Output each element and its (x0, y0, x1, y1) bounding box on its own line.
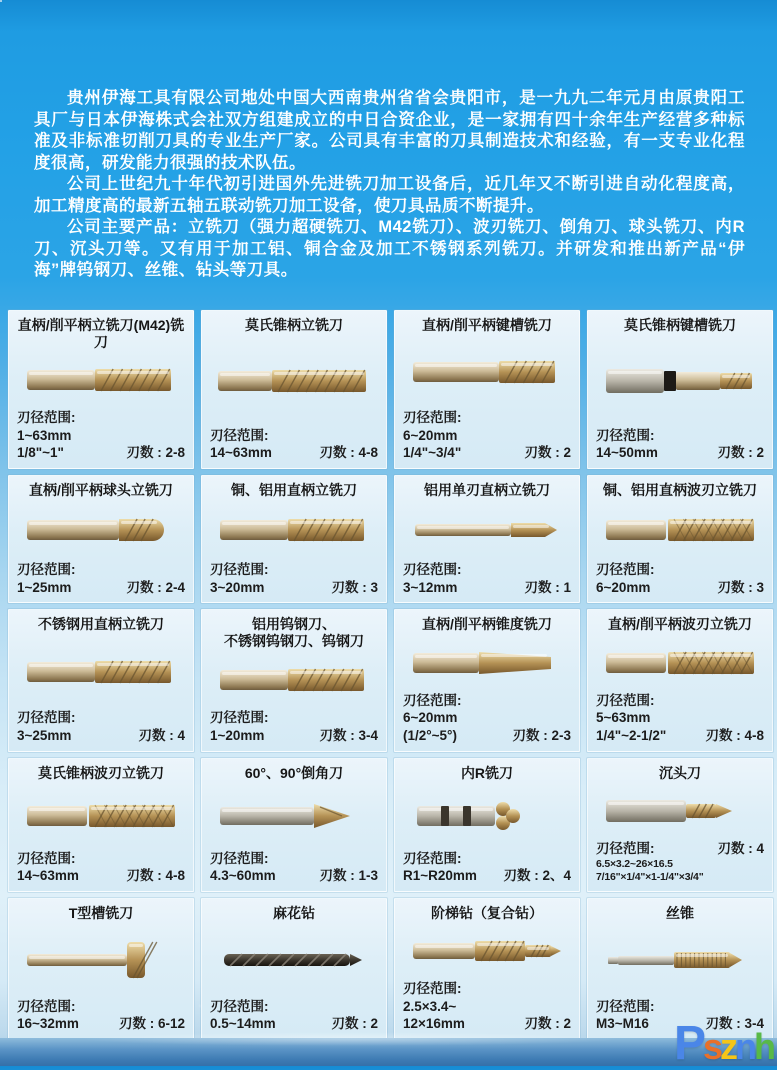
product-photo (594, 634, 766, 692)
spec-range-label-row (403, 980, 571, 998)
spec-range-value-row (17, 867, 185, 885)
product-photo (208, 650, 380, 709)
product-specs (15, 409, 187, 462)
product-photo (594, 782, 766, 840)
spec-text: 刃径范围: (17, 562, 76, 578)
tool-image (401, 787, 573, 845)
spec-range-label-row (17, 561, 185, 579)
spec-range-label-row (210, 709, 378, 727)
spec-text: 刃径范围: (210, 562, 269, 578)
tool-image (208, 501, 380, 559)
psznh-watermark (673, 1017, 773, 1070)
spec-text: (1/2°~5°) (403, 727, 457, 743)
product-card (394, 310, 580, 469)
flute-count: 刃数 : 2 (524, 445, 571, 461)
spec-range-label-row (596, 692, 764, 710)
flute-count: 刃数 : 3-4 (705, 1016, 764, 1032)
product-photo (15, 922, 187, 998)
tool-image (15, 643, 187, 701)
spec-range-label-row (403, 409, 571, 427)
spec-text: 刃径范围: (403, 850, 462, 866)
spec-range-value-row (210, 867, 378, 885)
flute-count: 刃数 : 1 (524, 579, 571, 595)
spec-range-label-row (17, 850, 185, 868)
tool-image (208, 352, 380, 410)
spec-text: 刃径范围: (210, 710, 269, 726)
flute-count: 刃数 : 2 (524, 1016, 571, 1032)
product-specs (208, 561, 380, 596)
product-specs (594, 561, 766, 596)
product-title: 直柄/削平柄球头立铣刀 (29, 481, 173, 498)
spec-text: 0.5~14mm (210, 1016, 276, 1032)
flute-count: 刃数 : 6-12 (118, 1016, 185, 1032)
tool-image (15, 787, 187, 845)
flute-count: 刃数 : 2、4 (503, 868, 571, 884)
spec-text: 刃径范围: (403, 410, 462, 426)
watermark-letter: z (720, 1026, 735, 1067)
product-card (201, 310, 387, 469)
product-specs (594, 692, 766, 745)
product-card (8, 310, 194, 469)
spec-range-label-row (210, 998, 378, 1016)
product-specs (208, 998, 380, 1033)
product-specs (401, 850, 573, 885)
flute-count: 刃数 : 2-8 (126, 445, 185, 461)
spec-range-value-row (17, 579, 185, 597)
product-photo (401, 782, 573, 850)
intro-paragraph-3: 公司主要产品：立铣刀（强力超硬铣刀、M42铣刀）、波刃铣刀、倒角刀、球头铣刀、内R刀、沉头刀等。又有用于加工铝、铜合金及加工不锈钢系列铣刀。并研发和推出新产品“伊海”牌钨钢刀、丝锥、钻头等刀具。 (34, 218, 745, 279)
spec-text: 刃径范围: (403, 562, 462, 578)
tool-image (15, 351, 187, 409)
product-specs (15, 709, 187, 744)
flute-count: 刃数 : 4 (717, 841, 764, 857)
spec-text: 刃径范围: (596, 427, 655, 443)
spec-range-value-row (17, 727, 185, 745)
product-photo (208, 335, 380, 427)
spec-text: 刃径范围: (596, 562, 655, 578)
tool-image (401, 634, 573, 692)
product-title-line2: 不锈钢钨钢刀、钨钢刀 (224, 632, 364, 649)
product-photo (15, 634, 187, 710)
spec-range-value-row (403, 998, 571, 1016)
product-card (8, 898, 194, 1040)
spec-range-label-row (596, 561, 764, 579)
product-specs (208, 427, 380, 462)
product-title: 直柄/削平柄键槽铣刀 (422, 317, 552, 333)
product-card (8, 609, 194, 751)
watermark-letter: P (673, 1017, 703, 1070)
watermark-letter: n (735, 1026, 754, 1067)
spec-range-value-row (596, 709, 764, 727)
flute-count: 刃数 : 3 (717, 579, 764, 595)
spec-range-label-row (210, 850, 378, 868)
product-photo (208, 499, 380, 561)
spec-range-value-row (403, 709, 571, 727)
spec-range-value-row (17, 444, 185, 462)
product-title: 直柄/削平柄波刃立铣刀 (608, 616, 752, 633)
product-title: 铝用钨钢刀、 不锈钢钨钢刀、钨钢刀 (208, 614, 380, 650)
product-title: 60°、90°倒角刀 (244, 764, 344, 781)
flute-count: 刃数 : 4-8 (126, 868, 185, 884)
spec-text: 1/8"~1" (17, 445, 64, 461)
footer-wave-band (0, 1038, 777, 1066)
product-title: 阶梯钻（复合钻） (431, 904, 543, 921)
spec-text: 刃径范围: (596, 998, 655, 1014)
spec-range-value-row (596, 871, 764, 885)
tool-image (594, 501, 766, 559)
flute-count: 刃数 : 2 (331, 1016, 378, 1032)
product-card (394, 898, 580, 1040)
product-photo (15, 499, 187, 561)
product-photo (594, 499, 766, 561)
spec-range-value-row (596, 444, 764, 462)
spec-range-label-row (17, 709, 185, 727)
spec-text: 5~63mm (596, 710, 651, 726)
spec-text: 1/4"~3/4" (403, 445, 462, 461)
flute-count: 刃数 : 2 (717, 445, 764, 461)
flute-count: 刃数 : 3 (331, 579, 378, 595)
product-title: 丝锥 (666, 904, 694, 921)
product-photo (401, 922, 573, 980)
spec-text: 刃径范围: (596, 692, 655, 708)
product-specs (401, 980, 573, 1033)
spec-range-value-row (403, 867, 571, 885)
spec-text: 刃径范围: (17, 998, 76, 1014)
product-specs (594, 427, 766, 462)
spec-range-value-row (17, 1015, 185, 1033)
tool-image (401, 343, 573, 401)
spec-text: 刃径范围: (17, 850, 76, 866)
product-specs (15, 561, 187, 596)
spec-text: 刃径范围: (210, 850, 269, 866)
background-sparkles (0, 0, 2, 2)
product-title: 麻花钻 (273, 904, 315, 921)
product-specs (15, 998, 187, 1033)
spec-range-label-row (596, 427, 764, 445)
spec-range-value-row (17, 427, 185, 445)
spec-text: 1/4"~2-1/2" (596, 727, 667, 743)
tool-image (594, 782, 766, 840)
product-title: 莫氏锥柄立铣刀 (245, 317, 343, 333)
spec-range-label-row (210, 561, 378, 579)
product-photo (208, 782, 380, 850)
product-specs (15, 850, 187, 885)
product-specs (594, 840, 766, 885)
product-title: 莫氏锥柄键槽铣刀 (624, 317, 736, 333)
product-card (394, 475, 580, 604)
product-photo (15, 351, 187, 409)
product-specs (401, 561, 573, 596)
spec-text: 3~12mm (403, 579, 458, 595)
product-card (587, 475, 773, 604)
spec-text: 刃径范围: (596, 841, 655, 857)
product-photo (401, 634, 573, 692)
spec-text: 1~20mm (210, 727, 265, 743)
spec-text: 6~20mm (596, 579, 651, 595)
product-card (8, 475, 194, 604)
spec-text: R1~R20mm (403, 868, 477, 884)
flute-count: 刃数 : 4-8 (705, 727, 764, 743)
product-title: 直柄/削平柄锥度铣刀 (422, 616, 552, 633)
product-card (587, 310, 773, 469)
flute-count: 刃数 : 2-4 (126, 579, 185, 595)
intro-paragraph-1: 贵州伊海工具有限公司地处中国大西南贵州省省会贵阳市，是一九九二年元月由原贵阳工具厂与日本伊海株式会社双方组建成立的中日合资企业，是一家拥有四十余年生产经营多种标准及非标准切削刀具的专业生产厂家。公司具有丰富的刀具制造技术和经验，有一支专业化程度很高，研发能力很强的技术队伍。 (34, 89, 745, 172)
product-title: 莫氏锥柄波刃立铣刀 (38, 764, 164, 781)
flute-count: 刃数 : 4 (138, 727, 185, 743)
tool-image (208, 651, 380, 709)
spec-range-label-row (210, 427, 378, 445)
flute-count: 刃数 : 4-8 (319, 445, 378, 461)
watermark-letter: h (754, 1026, 773, 1067)
product-card (201, 898, 387, 1040)
spec-text: 3~25mm (17, 727, 72, 743)
tool-image (15, 501, 187, 559)
spec-range-value-row (596, 579, 764, 597)
product-specs (401, 692, 573, 745)
spec-range-value-row (403, 579, 571, 597)
spec-text: 6.5×3.2~26×16.5 (596, 857, 673, 870)
product-title: 沉头刀 (659, 764, 701, 781)
spec-text: 12×16mm (403, 1016, 465, 1032)
spec-text: M3~M16 (596, 1016, 649, 1032)
spec-range-label-row (403, 850, 571, 868)
spec-text: 1~25mm (17, 579, 72, 595)
spec-range-value-row (210, 444, 378, 462)
product-card (201, 609, 387, 751)
spec-text: 刃径范围: (403, 692, 462, 708)
spec-text: 7/16"×1/4"×1-1/4"×3/4" (596, 871, 704, 884)
tool-image (401, 922, 573, 980)
spec-text: 刃径范围: (210, 998, 269, 1014)
product-title: 不锈钢用直柄立铣刀 (38, 616, 164, 633)
product-specs (208, 709, 380, 744)
product-grid (8, 310, 769, 1040)
spec-text: 16~32mm (17, 1016, 79, 1032)
tool-image (208, 931, 380, 989)
product-card (587, 609, 773, 751)
spec-range-value-row (403, 444, 571, 462)
product-card (201, 758, 387, 892)
spec-text: 14~50mm (596, 445, 658, 461)
company-intro (34, 88, 745, 282)
spec-text: 刃径范围: (403, 981, 462, 997)
product-title: 铜、铝用直柄立铣刀 (231, 481, 357, 498)
flute-count: 刃数 : 1-3 (319, 868, 378, 884)
product-card (394, 758, 580, 892)
product-title: 铜、铝用直柄波刃立铣刀 (603, 481, 757, 498)
product-photo (594, 922, 766, 998)
product-title: T型槽铣刀 (68, 904, 134, 921)
product-card (394, 609, 580, 751)
spec-text: 刃径范围: (17, 710, 76, 726)
spec-range-label-row (596, 998, 764, 1016)
spec-text: 2.5×3.4~ (403, 998, 457, 1014)
spec-range-label-row (403, 561, 571, 579)
spec-text: 1~63mm (17, 427, 72, 443)
spec-text: 4.3~60mm (210, 868, 276, 884)
tool-image (401, 501, 573, 559)
product-photo (401, 335, 573, 410)
spec-text: 6~20mm (403, 710, 458, 726)
spec-range-value-row (403, 1015, 571, 1033)
spec-text: 6~20mm (403, 427, 458, 443)
spec-text: 刃径范围: (210, 427, 269, 443)
spec-text: 3~20mm (210, 579, 265, 595)
product-photo (208, 922, 380, 998)
spec-range-value-row (210, 579, 378, 597)
product-title: 内R铣刀 (460, 764, 514, 781)
spec-range-label-row (17, 409, 185, 427)
spec-range-label-row (403, 692, 571, 710)
tool-image (594, 931, 766, 989)
product-card (8, 758, 194, 892)
spec-range-value-row (596, 858, 764, 872)
intro-paragraph-2: 公司上世纪九十年代初引进国外先进铣刀加工设备后，近几年又不断引进自动化程度高，加工精度高的最新五轴五联动铣刀加工设备，使刀具品质不断提升。 (34, 175, 745, 215)
watermark-letter: s (702, 1026, 720, 1067)
tool-image (15, 931, 187, 989)
product-specs (208, 850, 380, 885)
product-card (201, 475, 387, 604)
tool-image (594, 634, 766, 692)
product-specs (401, 409, 573, 462)
tool-image (208, 787, 380, 845)
spec-range-value-row (403, 427, 571, 445)
tool-image (594, 352, 766, 410)
product-photo (401, 499, 573, 561)
product-card (587, 758, 773, 892)
spec-range-label-row (596, 840, 764, 858)
spec-text: 刃径范围: (17, 410, 76, 426)
spec-text: 14~63mm (210, 445, 272, 461)
spec-range-label-row (17, 998, 185, 1016)
spec-range-value-row (403, 727, 571, 745)
product-photo (594, 335, 766, 427)
product-photo (15, 782, 187, 850)
spec-range-value-row (596, 727, 764, 745)
flute-count: 刃数 : 3-4 (319, 727, 378, 743)
flute-count: 刃数 : 2-3 (512, 727, 571, 743)
product-title: 铝用单刃直柄立铣刀 (424, 481, 550, 498)
product-title: 直柄/削平柄立铣刀(M42)铣刀 (17, 317, 185, 350)
spec-range-value-row (210, 1015, 378, 1033)
spec-range-value-row (210, 727, 378, 745)
spec-text: 14~63mm (17, 868, 79, 884)
